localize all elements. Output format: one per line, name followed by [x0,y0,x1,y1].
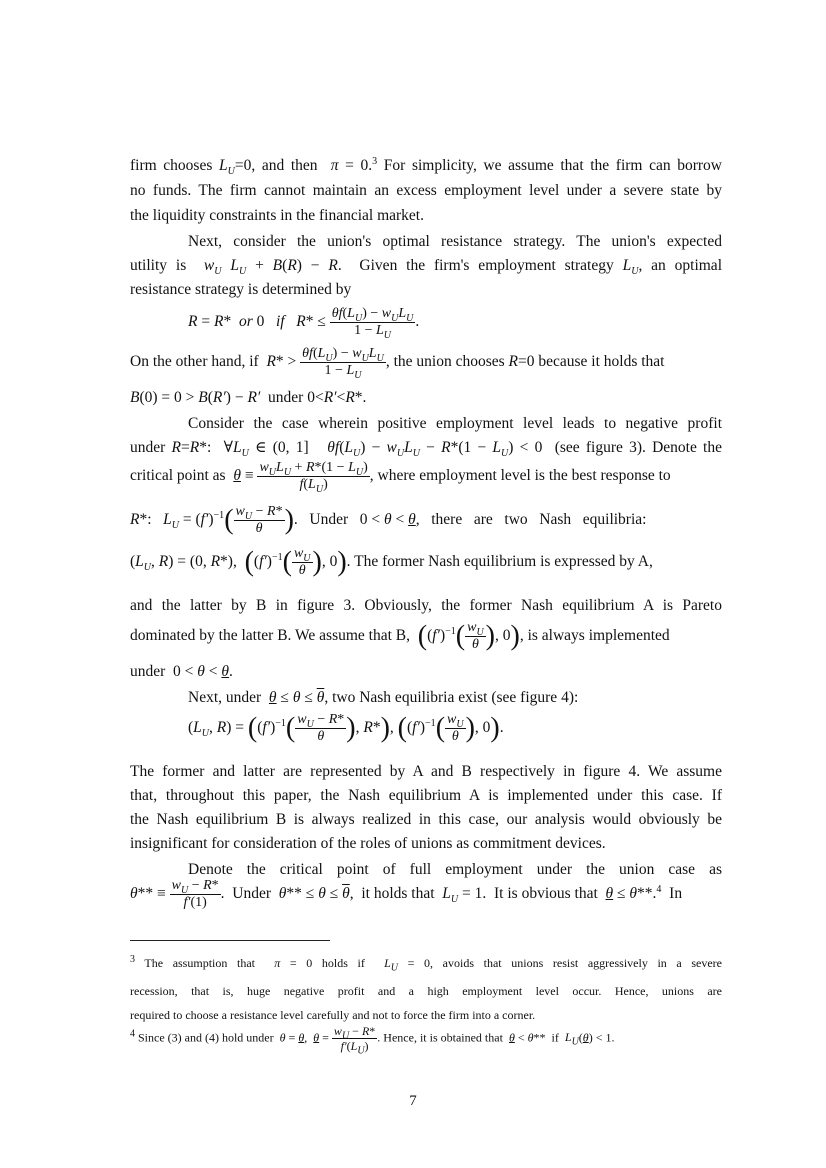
equation-1: R = R* or 0 if R* ≤ $\frac{\theta f(L_U) - w_UL_U}{1 - L_U}$ . [188,306,420,341]
body-line-5: utility is $w_U$ $L_U + B(R) - R$. Given the firm's employment strategy $L_U$, an optimal [130,257,722,278]
footnote-3-line-2: recession, that is, huge negative profit and a high employment level occur. Hence, unions are [130,984,722,998]
body-line-22: the Nash equilibrium B is always realized in this case, our analysis would obviously be [130,811,722,828]
body-line-8: On the other hand, if R* > $\frac{\theta f(L_U) - w_UL_U}{1 - L_U}$ , the union chooses R=0 because it holds that [130,346,665,381]
footnote-4: $^4$ Since (3) and (4) hold under θ = θ, θ = $\frac{w_U - R*}{f'(L_U)}$ . Hence, it is obtained that θ < θ** if $L_U(\theta) < 1$. [130,1024,615,1057]
body-line-11: under R=R*: $\forall L_U$ ∈ (0, 1] $\theta f(L_U) - w_UL_U - R*(1 - L_U) < 0$ (see figure 3). Denote the [130,439,722,460]
body-line-1: firm chooses $L_U=0$, and then π = 0.$^3$ For simplicity, we assume that the firm can borrow [130,155,722,178]
footnote-separator [130,940,330,941]
body-line-23: insignificant for consideration of the roles of unions as commitment devices. [130,835,606,852]
body-line-17: under 0 < θ < θ. [130,663,233,680]
footnote-3-line-1: $^3$ The assumption that π = 0 holds if $L_U = 0$, avoids that unions resist aggressively in a severe [130,954,722,974]
body-line-12: critical point as θ ≡ $\frac{w_UL_U + R*(1 - L_U)}{f(L_U)}$ , where employment level is the best response to [130,460,671,495]
body-line-4: Next, consider the union's optimal resistance strategy. The union's expected [188,233,722,250]
body-line-3: the liquidity constraints in the financial market. [130,207,424,224]
footnote-3-line-3: required to choose a resistance level carefully and not to force the firm into a corner. [130,1008,536,1022]
equation-2: ($L_U$, $R) = ((f')^{-1}$( $\frac{w_U - R*}{\theta}$ ), R*), ($(f')^{-1}$( $\frac{w_U}{\theta}$ ), 0). [188,712,504,744]
body-line-9: B(0) = 0 > B(R′) − R′ under 0<R′<R*. [130,389,367,406]
body-line-15: and the latter by B in figure 3. Obviously, the former Nash equilibrium A is Pareto [130,597,722,614]
body-line-10: Consider the case wherein positive employment level leads to negative profit [188,415,722,432]
body-line-16: dominated by the latter B. We assume that B, ($(f')^{-1}$( $\frac{w_U}{\theta}$ ), 0), is always implemented [130,620,670,652]
body-line-20: The former and latter are represented by A and B respectively in figure 4. We assume [130,763,722,780]
body-line-13: R*: $L_U = (f')^{-1}$( $\frac{w_U - R*}{\theta}$ ). Under 0 < θ < θ, there are two Nash equilibria: [130,504,647,536]
body-line-18: Next, under $\theta \le \theta \le \overline{\theta}$, two Nash equilibria exist (see figure 4): [188,689,579,706]
body-line-24: Denote the critical point of full employment under the union case as [188,861,722,878]
body-line-6: resistance strategy is determined by [130,281,352,298]
body-line-25: θ** ≡ $\frac{w_U - R*}{f'(1)}$ . Under $\theta** \le \theta \le \overline{\theta}$, it holds that $L_U = 1$. It is obvious that θ ≤ θ**.$^4$ In [130,878,683,910]
page-number: 7 [409,1093,417,1109]
body-line-14: ($L_U$, R) = (0, R*), ($(f')^{-1}$( $\frac{w_U}{\theta}$ ), 0). The former Nash equilibrium is expressed by A, [130,546,653,578]
body-line-21: that, throughout this paper, the Nash equilibrium A is implemented under this case. If [130,787,722,804]
body-line-2: no funds. The firm cannot maintain an excess employment level under a severe state by [130,182,722,199]
